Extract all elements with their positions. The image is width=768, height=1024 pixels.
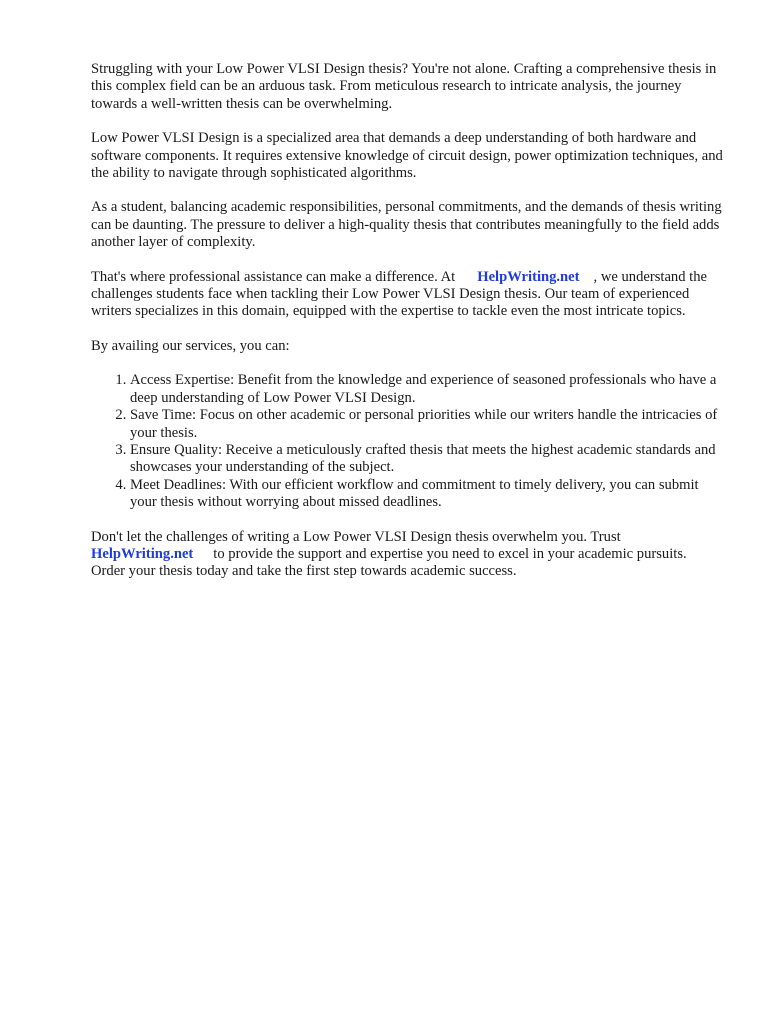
list-item: 1. Access Expertise: Benefit from the knowledge and experience of seasoned professionals who have a deep understanding of Low Power VLSI Design.: [130, 372, 723, 407]
student-challenges-paragraph: As a student, balancing academic responsibilities, personal commitments, and the demands of thesis writing can be daunting. The pressure to deliver a high-quality thesis that contributes meaningfully to the field adds another layer of complexity.: [91, 199, 722, 251]
list-item: 2. Save Time: Focus on other academic or personal priorities while our writers handle the intricacies of your thesis.: [130, 407, 723, 442]
assistance-text-after: , we understand the challenges students face when tackling their Low Power VLSI Design thesis. Our team of experienced writers specializes in this domain, equipped with the expertise to tackle even the most intricate topics.: [91, 268, 707, 320]
services-intro: By availing our services, you can:: [91, 337, 290, 354]
intro-paragraph: Struggling with your Low Power VLSI Design thesis? You're not alone. Crafting a comprehensive thesis in this complex field can be an arduous task. From meticulous research to intricate analysis, the journey towards a well-written thesis can be overwhelming.: [91, 61, 717, 112]
hardware-software-paragraph: Low Power VLSI Design is a specialized area that demands a deep understanding of both hardware and software components. It requires extensive knowledge of circuit design, power optimization techniques, and the ability to navigate through sophisticated algorithms.: [91, 130, 723, 182]
list-item: 4. Meet Deadlines: With our efficient workflow and commitment to timely delivery, you can submit your thesis without worrying about missed deadlines.: [130, 477, 723, 512]
closing-text-before: Don't let the challenges of writing a Low Power VLSI Design thesis overwhelm you. Trust: [91, 528, 621, 545]
professional-assistance-paragraph: [91, 269, 723, 321]
helpwriting-link[interactable]: HelpWriting.net: [477, 268, 580, 285]
closing-paragraph: [91, 529, 723, 581]
helpwriting-link-closing[interactable]: HelpWriting.net: [91, 545, 194, 562]
assistance-text-before: That's where professional assistance can make a difference. At: [91, 268, 456, 285]
closing-text-after: to provide the support and expertise you need to excel in your academic pursuits. Order your thesis today and take the first step towards academic success.: [91, 545, 687, 580]
benefits-list: [91, 372, 723, 511]
list-item: 3. Ensure Quality: Receive a meticulously crafted thesis that meets the highest academic standards and showcases your understanding of the subject.: [130, 442, 723, 477]
